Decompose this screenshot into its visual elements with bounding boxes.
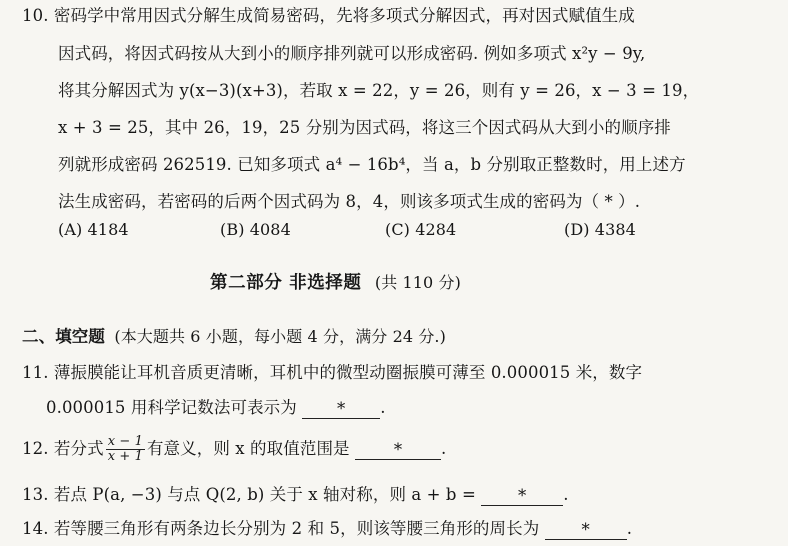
part2-note: (共 110 分)	[374, 273, 461, 292]
q10-line-5: 列就形成密码 262519. 已知多项式 a⁴ − 16b⁴，当 a，b 分别取正整数时，用上述方	[58, 155, 686, 174]
q11-line-2	[46, 397, 386, 419]
q10-line-6: 法生成密码，若密码的后两个因式码为 8，4，则该多项式生成的密码为（ * ）.	[58, 192, 641, 211]
q12-prefix: 12. 若分式	[22, 439, 104, 458]
q12-numerator: x − 1	[107, 434, 143, 449]
q13-period: .	[563, 485, 569, 504]
q14-text: 14. 若等腰三角形有两条边长分别为 2 和 5，则该等腰三角形的周长为	[22, 519, 540, 538]
q14-period: .	[626, 519, 633, 538]
q12-denominator: x + 1	[107, 449, 143, 464]
q13-text: 13. 若点 P(a, −3) 与点 Q(2, b) 关于 x 轴对称，则 a + b =	[22, 485, 476, 504]
q11-answer-blank[interactable]: *	[302, 400, 380, 419]
q12-line	[22, 434, 446, 464]
part2-title: 第二部分 非选择题	[210, 273, 362, 293]
q10-options	[0, 219, 788, 241]
q13-line	[22, 484, 569, 506]
option-d[interactable]: (D) 4384	[564, 220, 636, 239]
section2-header	[22, 326, 446, 348]
section2-note: (本大题共 6 小题，每小题 4 分，满分 24 分.)	[114, 327, 446, 346]
part2-heading	[210, 272, 461, 294]
q11-period: .	[380, 398, 386, 417]
q10-line-1: 10. 密码学中常用因式分解生成简易密码，先将多项式分解因式，再对因式赋值生成	[22, 6, 635, 25]
q11-text: 0.000015 用科学记数法可表示为	[46, 398, 297, 417]
q12-answer-blank[interactable]: *	[355, 441, 441, 460]
section2-heading: 二、填空题	[22, 327, 105, 346]
q12-suffix: 有意义，则 x 的取值范围是	[146, 439, 350, 458]
q12-period: .	[441, 439, 447, 458]
q10-line-4: x + 3 = 25，其中 26，19，25 分别为因式码，将这三个因式码从大到小的顺序排	[58, 118, 671, 137]
q13-answer-blank[interactable]: *	[481, 487, 563, 506]
q12-fraction	[106, 435, 145, 464]
option-b[interactable]: (B) 4084	[220, 220, 291, 239]
q14-answer-blank[interactable]: *	[545, 521, 627, 540]
q10-line-2: 因式码，将因式码按从大到小的顺序排列就可以形成密码. 例如多项式 x²y − 9y,	[58, 44, 646, 63]
q10-line-3: 将其分解因式为 y(x−3)(x+3)，若取 x = 22，y = 26，则有 y = 26，x − 3 = 19，	[58, 81, 700, 100]
option-c[interactable]: (C) 4284	[385, 220, 457, 239]
q11-line-1: 11. 薄振膜能让耳机音质更清晰，耳机中的微型动圈振膜可薄至 0.000015 米，数字	[22, 363, 643, 382]
option-a[interactable]: (A) 4184	[58, 220, 129, 239]
q14-line	[22, 518, 632, 540]
